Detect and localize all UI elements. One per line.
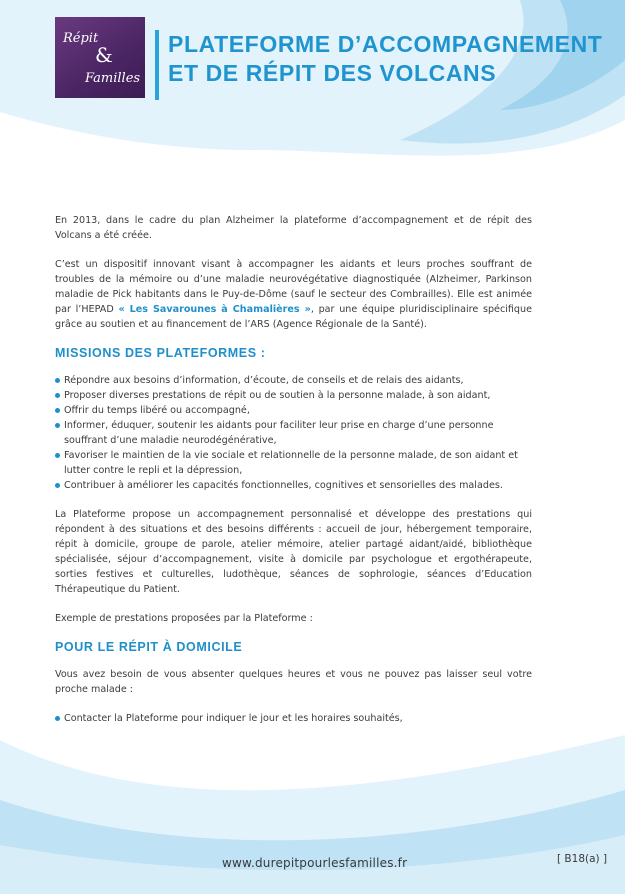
- list-item: [55, 373, 532, 388]
- prestations-paragraph: La Plateforme propose un accompagnement personnalisé et développe des prestations qui répondent à des situations et des besoins différents : accueil de jour, hébergement temporaire, répit à domicile, groupe de parole, atelier mémoire, atelier partagé aidant/aidé, bibliothèque spécialisée, séjour d’accompagnement, visite à domicile par psychologue et ergothérapeute, sorties festives et culturelles, ludothèque, séances de sophrologie, séances d’Education Thérapeutique du Patient.: [55, 509, 532, 595]
- intro-paragraph-1: En 2013, dans le cadre du plan Alzheimer la plateforme d’accompagnement et de répit des Volcans a été créée.: [55, 215, 532, 241]
- list-item: [55, 403, 532, 418]
- intro-p2-end: , par une équipe pluridisciplinaire spécifique grâce au soutien et au financement de l’ARS (Agence Régionale de la Santé).: [55, 304, 533, 330]
- list-item-text: Contacter la Plateforme pour indiquer le jour et les horaires souhaités,: [64, 713, 403, 724]
- list-item: [55, 478, 532, 493]
- list-item: [55, 418, 532, 448]
- list-item: [55, 448, 532, 478]
- bullet-icon: [55, 716, 60, 721]
- ehpad-name-highlight: « Les Savarounes à Chamalières »: [118, 304, 311, 315]
- bullet-icon: [55, 483, 60, 488]
- repit-paragraph: Vous avez besoin de vous absenter quelques heures et vous ne pouvez pas laisser seul votre proche malade :: [55, 669, 532, 695]
- list-item-text: Favoriser le maintien de la vie sociale et relationnelle de la personne malade, de son aidant et lutter contre le repli et la dépression,: [64, 450, 518, 476]
- intro-paragraph-2: [55, 257, 532, 332]
- repit-familles-logo: [55, 17, 145, 98]
- page-code: [ B18(a) ]: [557, 853, 608, 865]
- title-line-2: ET DE RÉPIT DES VOLCANS: [168, 60, 497, 86]
- bullet-icon: [55, 393, 60, 398]
- list-item: [55, 711, 532, 726]
- list-item-text: Informer, éduquer, soutenir les aidants pour faciliter leur prise en charge d’une personne souffrant d’une maladie neurodégénérative,: [64, 420, 494, 446]
- page-title: [168, 30, 608, 88]
- missions-heading: MISSIONS DES PLATEFORMES :: [55, 346, 266, 360]
- list-item-text: Contribuer à améliorer les capacités fonctionnelles, cognitives et sensorielles des malades.: [64, 480, 503, 491]
- list-item-text: Proposer diverses prestations de répit ou de soutien à la personne malade, à son aidant,: [64, 390, 491, 401]
- bullet-icon: [55, 408, 60, 413]
- repit-list: [55, 711, 532, 726]
- bullet-icon: [55, 423, 60, 428]
- bullet-icon: [55, 378, 60, 383]
- intro-p2-text: C’est un dispositif innovant visant à accompagner les aidants et leurs proches souffrant de troubles de la mémoire ou d’une maladie neurovégétative diagnostiquée (Alzheimer, Parkinson maladie de Pick habitants dans le Puy-de-Dôme (sauf le secteur des Combrailles). Elle est animée par l’HEPAD: [55, 259, 532, 315]
- repit-domicile-heading: POUR LE RÉPIT À DOMICILE: [55, 640, 243, 654]
- missions-list: [55, 373, 532, 493]
- list-item: [55, 388, 532, 403]
- prestations-examples-intro: Exemple de prestations proposées par la Plateforme :: [55, 613, 313, 624]
- logo-text-repit: Répit: [63, 31, 99, 46]
- list-item-text: Répondre aux besoins d’information, d’écoute, de conseils et de relais des aidants,: [64, 375, 464, 386]
- logo-separator: &: [95, 43, 113, 67]
- list-item-text: Offrir du temps libéré ou accompagné,: [64, 405, 250, 416]
- title-line-1: PLATEFORME D’ACCOMPAGNEMENT: [168, 31, 603, 57]
- bullet-icon: [55, 453, 60, 458]
- main-content: [55, 213, 532, 740]
- website-link[interactable]: www.durepitpourlesfamilles.fr: [222, 856, 408, 870]
- logo-text-familles: Familles: [85, 71, 141, 86]
- title-accent-bar: [155, 30, 159, 100]
